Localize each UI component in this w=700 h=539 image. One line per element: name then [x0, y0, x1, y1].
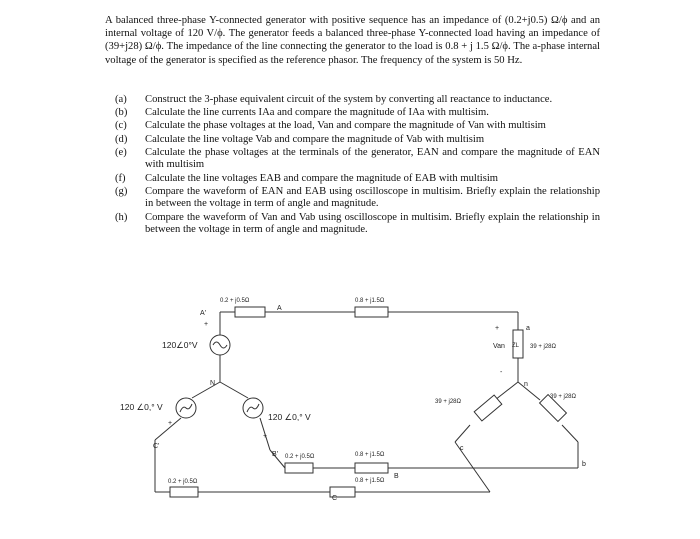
source-c-label: 120 ∠0,° V	[120, 402, 163, 412]
question-label: (f)	[115, 172, 126, 184]
source-a-label: 120∠0°V	[162, 340, 198, 350]
node-b-prime-label: B'	[272, 451, 279, 458]
impedance-gen-a	[235, 307, 265, 317]
question-g	[115, 186, 600, 211]
question-f	[115, 173, 600, 186]
impedance-line-a	[355, 307, 388, 317]
question-text: Calculate the phase voltages at the load, Van and compare the magnitude of Van with multisim	[145, 120, 546, 132]
question-c	[115, 120, 600, 133]
node-c-prime-label: C'	[153, 443, 160, 450]
circuit-diagram	[100, 290, 630, 530]
plus-sign: +	[263, 433, 268, 440]
question-text: Calculate the phase voltages at the terminals of the generator, EAN and compare the magnitude of EAN with multisim	[145, 146, 600, 171]
question-label: (e)	[115, 146, 127, 158]
gen-impedance-label: 0.2 + j0.5Ω	[220, 298, 250, 304]
minus-sign: -	[500, 369, 503, 376]
node-n-label: N	[210, 380, 216, 387]
node-b-lower-label: b	[582, 461, 586, 468]
node-a-label: A	[277, 305, 282, 312]
line-impedance-label-c: 0.8 + j1.5Ω	[355, 478, 385, 484]
impedance-line-b	[355, 463, 388, 473]
question-e	[115, 147, 600, 172]
question-label: (a)	[115, 94, 127, 105]
plus-sign: +	[495, 325, 500, 332]
gen-impedance-b-label: 0.2 + j0.5Ω	[285, 454, 315, 460]
intro-text: A balanced three-phase Y-connected generator with positive sequence has an impedance of (0.2+j0.5) Ω/ϕ and an internal voltage of 120 V/ϕ. The generator feeds a balanced three-phase Y-connected load having an impedance of (39+j28) Ω/ϕ. The impedance of the line connecting the generator to the load is 0.8 + j 1.5 Ω/ϕ. The a-phase internal voltage of the generator is specified as the reference phasor. The frequency of the system is 50 Hz.	[105, 15, 600, 66]
impedance-gen-b	[285, 463, 313, 473]
question-label: (c)	[115, 120, 127, 132]
van-label: Van	[493, 343, 505, 350]
node-a-prime-label: A'	[200, 310, 207, 317]
question-b	[115, 107, 600, 120]
question-h	[115, 212, 600, 237]
gen-impedance-c-label: 0.2 + j0.5Ω	[168, 479, 198, 485]
question-text: Calculate the line voltage Vab and compare the magnitude of Vab with multisim	[145, 133, 485, 145]
problem-intro	[105, 14, 600, 67]
plus-sign: +	[168, 420, 173, 427]
question-text: Calculate the line currents IAa and compare the magnitude of IAa with multisim.	[145, 107, 489, 119]
question-text: Compare the waveform of EAN and EAB using oscilloscope in multisim. Briefly explain the relationship in between the voltage in term of angle and magnitude.	[145, 185, 600, 210]
load-impedance-label-b: 39 + j28Ω	[550, 394, 577, 400]
question-d	[115, 134, 600, 147]
node-b-label: B	[394, 473, 399, 480]
impedance-load-c	[474, 395, 502, 421]
zl-label: ZL	[512, 343, 520, 349]
question-text: Compare the waveform of Van and Vab using oscilloscope in multisim. Briefly explain the relationship in between the voltage in term of angle and magnitude.	[145, 211, 600, 236]
load-impedance-label-a: 39 + j28Ω	[530, 344, 557, 350]
question-label: (h)	[115, 211, 128, 223]
question-label: (b)	[115, 107, 128, 119]
question-text: Calculate the line voltages EAB and compare the magnitude of EAB with multisim	[145, 172, 499, 184]
line-impedance-label-b: 0.8 + j1.5Ω	[355, 452, 385, 458]
line-impedance-label-a: 0.8 + j1.5Ω	[355, 298, 385, 304]
node-c-label: C	[332, 495, 338, 502]
question-list	[115, 94, 600, 237]
load-impedance-label-c: 39 + j28Ω	[435, 399, 462, 405]
question-a	[115, 94, 600, 107]
question-label: (g)	[115, 185, 128, 197]
source-b-label: 120 ∠0,° V	[268, 412, 311, 422]
plus-sign: +	[204, 321, 209, 328]
question-label: (d)	[115, 133, 128, 145]
impedance-gen-c	[170, 487, 198, 497]
node-a-lower-label: a	[526, 325, 530, 332]
node-n-lower-label: n	[524, 381, 528, 388]
node-c-lower-label: c	[460, 445, 464, 452]
question-text: Construct the 3-phase equivalent circuit of the system by converting all reactance to inductance.	[145, 94, 553, 105]
